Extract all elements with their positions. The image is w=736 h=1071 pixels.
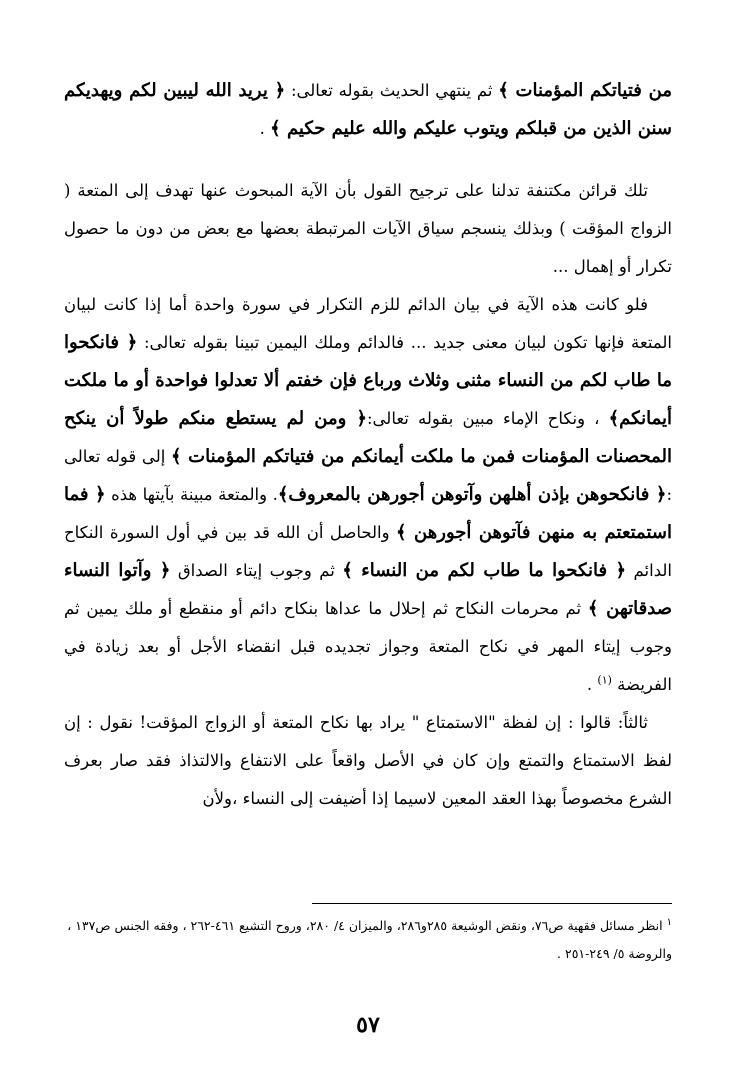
text-segment: تلك قرائن مكتنفة تدلنا على ترجيح القول بأن الآية المبحوث عنها تهدف إلى المتعة ( الزواج المؤقت ) وبذلك ينسجم سياق الآيات المرتبطة بعضها مع بعض من دون ما حصول تكرار أو إهمال ...: [64, 181, 672, 276]
paragraph-3: [64, 286, 672, 704]
text-segment: ثم محرمات النكاح ثم إحلال ما عداها بنكاح دائم أو منقطع أو ملك يمين ثم وجوب إيتاء المهر في نكاح المتعة وجواز تجديده قبل انقضاء الأجل أو بعد زيادة في الفريضة: [64, 599, 672, 694]
text-segment: ثم ينتهي الحديث بقوله تعالى:: [285, 81, 499, 100]
text-segment: إلى قوله تعالى :: [64, 447, 672, 504]
quran-segment: ﴿ فانكحوا ما طاب لكم من النساء مثنى وثلاث ورباع فإن خفتم ألا تعدلوا فواحدة أو ما ملكت أيمانكم﴾: [64, 332, 672, 429]
text-segment: ثالثاً: قالوا : إن لفظة "الاستمتاع " يراد بها نكاح المتعة أو الزواج المؤقت! نقول : إن لفظ الاستمتاع والتمتع وإن كان في الأصل واقعاً على الانتفاع والالتذاذ فقد صار بعرف الشرع مخصوصاً بهذا العقد المعين لاسيما إذا أضيفت إلى النساء ،ولأن: [64, 713, 672, 808]
text-segment: . والمتعة مبينة بآيتها هذه: [105, 485, 278, 504]
text-segment: .: [259, 119, 271, 138]
text-segment: والحاصل أن الله قد بين في أول السورة النكاح الدائم: [64, 523, 672, 580]
text-segment: ، ونكاح الإماء مبين بقوله تعالى:: [366, 409, 609, 428]
quran-segment: ﴿ ومن لم يستطع منكم طولاً أن ينكح المحصنات المؤمنات فمن ما ملكت أيمانكم من فتياتكم المؤمنات ﴾: [64, 408, 672, 467]
text-segment: فلو كانت هذه الآية في بيان الدائم للزم التكرار في سورة واحدة أما إذا كانت لبيان المتعة فإنها تكون لبيان معنى جديد ... فالدائم وملك اليمين تبينا بقوله تعالى:: [64, 295, 672, 352]
footnote-divider: [312, 903, 672, 904]
footnote-text: انظر مسائل فقهية ص٧٦، ونقض الوشيعة ٢٨٥و٢٨٦، والميزان ٤/ ٢٨٠، وروح التشيع ٤٦١-٢٦٢ ، وفقه الجنس ص١٣٧ ، والروضة ٥/ ٢٤٩-٢٥١ .: [67, 918, 672, 961]
text-segment: .: [586, 675, 598, 694]
paragraph-2: [64, 172, 672, 286]
quran-segment: ﴿ يريد الله ليبين لكم ويهديكم سنن الذين من قبلكم ويتوب عليكم والله عليم حكيم ﴾: [64, 80, 672, 139]
footnote-number: ١: [666, 916, 672, 928]
page-number: ٥٧: [356, 1012, 380, 1038]
quran-segment: ﴿ فانكحوهن بإذن أهلهن وآتوهن أجورهن بالمعروف﴾: [277, 484, 667, 505]
paragraph-4: [64, 704, 672, 818]
footnote-reference[interactable]: (١): [597, 673, 612, 687]
quran-segment: من فتياتكم المؤمنات ﴾: [498, 80, 673, 101]
quran-segment: ﴿ وآتوا النساء صدقاتهن ﴾: [64, 560, 672, 619]
text-segment: ثم وجوب إيتاء الصداق: [170, 561, 343, 580]
footnotes: [64, 912, 672, 968]
paragraph-1: [64, 72, 672, 148]
quran-segment: ﴿ فما استمتعتم به منهن فآتوهن أجورهن ﴾: [64, 484, 672, 543]
page-body: [64, 72, 672, 818]
quran-segment: ﴿ فانكحوا ما طاب لكم من النساء ﴾: [342, 560, 627, 581]
